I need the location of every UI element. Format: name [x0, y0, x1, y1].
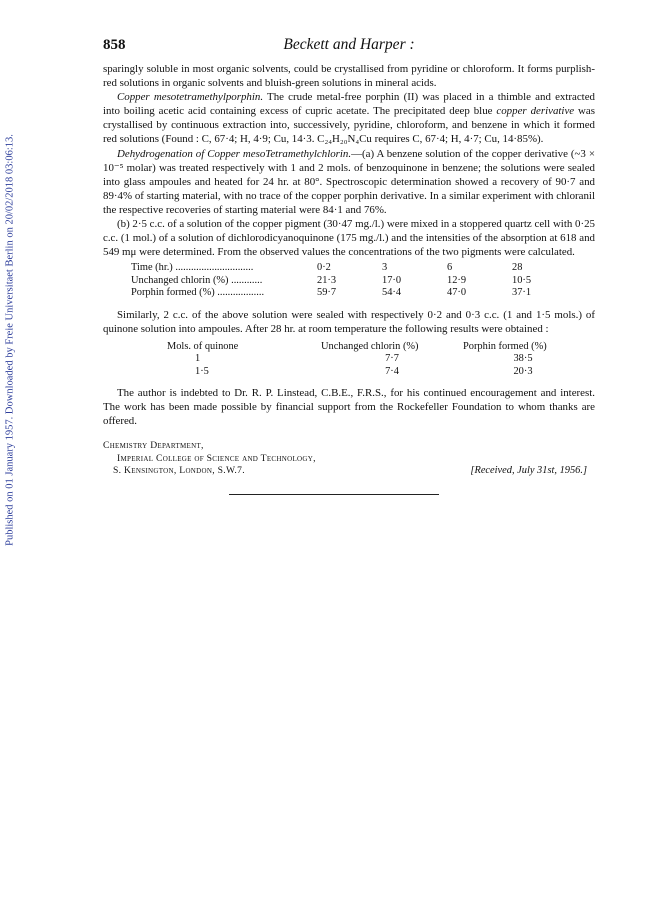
paragraph-copper-porphin: Copper mesotetramethylporphin. The crude metal-free porphin (II) was placed in a thimble and extracted into boiling acetic acid containing excess of cupric acetate. The precipitated deep blue copper derivative was crystallised by continuous extraction into, successively, pyridine, chloroform, and benzene in which it formed red solutions (Found : C, 67·4; H, 4·9; Cu, 14·3. C₂₄H₂₀N₄Cu requires C, 67·4; H, 4·7; Cu, 14·85%).	[103, 91, 595, 146]
column-header: Porphin formed (%)	[463, 340, 547, 352]
table-cell: 1·5	[195, 365, 209, 377]
table-cell: 7·4	[385, 365, 399, 377]
table-row	[131, 287, 577, 299]
table-cell: 10·5	[512, 274, 532, 286]
table-cell: 1	[195, 353, 201, 365]
section-heading: Copper mesotetramethylporphin.	[117, 91, 264, 104]
paragraph-dehydrogenation: Dehydrogenation of Copper mesoTetramethylchlorin.—(a) A benzene solution of the copper derivative (~3 × 10⁻⁵ molar) was treated respectively with 1 and 2 mols. of benzoquinone in benzene; the solutions were sealed into glass ampoules and heated for 24 hr. at 80°. Spectroscopic determination showed a recovery of 90·7 and 89·4% of starting material, with no trace of the copper porphin derivative. In a similar experiment with chloranil the respective recoveries of starting material were 84·1 and 76%.	[103, 147, 595, 216]
paragraph-b: (b) 2·5 c.c. of a solution of the copper pigment (30·47 mg./l.) were mixed in a stoppered quartz cell with 0·25 c.c. (1 mol.) of a solution of dichlorodicyanoquinone (175 mg./l.) and the intensities of the absorption at 618 and 549 mμ were determined. From the observed values the concentrations of the two pigments were calculated.	[103, 218, 595, 259]
table-row	[167, 353, 583, 365]
row-label: Porphin formed (%) ..................	[131, 287, 265, 299]
table-cell: 3	[382, 262, 388, 274]
address-line: Imperial College of Science and Technology,	[117, 452, 316, 464]
page-number: 858	[103, 37, 126, 53]
column-header: Unchanged chlorin (%)	[321, 340, 419, 352]
table-cell: 7·7	[385, 353, 399, 365]
table-cell: 38·5	[513, 353, 533, 365]
running-title: Beckett and Harper :	[283, 36, 415, 53]
address-line: S. Kensington, London, S.W.7.	[113, 465, 245, 477]
paragraph-similarly: Similarly, 2 c.c. of the above solution were sealed with respectively 0·2 and 0·3 c.c. (1 and 1·5 mols.) of quinone solution into ampoules. After 28 hr. at room temperature the following results were obtained :	[103, 308, 595, 335]
table-cell: 20·3	[513, 365, 533, 377]
row-label: Time (hr.) ..............................	[131, 262, 254, 274]
table-cell: 17·0	[382, 274, 402, 286]
table-cell: 28	[512, 262, 523, 274]
results-table-1	[131, 262, 577, 299]
acknowledgement: The author is indebted to Dr. R. P. Linstead, C.B.E., F.R.S., for his continued encouragement and interest. The work has been made possible by financial support from the Rockefeller Foundation to whom thanks are offered.	[103, 386, 595, 428]
page-header	[103, 38, 595, 58]
table-cell: 0·2	[317, 262, 331, 274]
end-rule	[229, 494, 439, 495]
section-heading: Dehydrogenation of Copper mesoTetramethylchlorin.	[117, 147, 352, 160]
table-row	[167, 366, 583, 378]
row-label: Unchanged chlorin (%) ............	[131, 274, 263, 286]
address-line: Chemistry Department,	[103, 440, 204, 452]
table-cell: 59·7	[317, 287, 337, 299]
article-page	[103, 38, 595, 495]
author-address	[103, 440, 595, 478]
table-row	[131, 262, 577, 274]
table-cell: 6	[447, 262, 453, 274]
table-cell: 54·4	[382, 287, 402, 299]
table-cell: 37·1	[512, 287, 532, 299]
column-header: Mols. of quinone	[167, 340, 239, 352]
paragraph-1: sparingly soluble in most organic solvents, could be crystallised from pyridine or chloroform. It forms purplish-red solutions in organic solvents and bluish-green solutions in mineral acids.	[103, 63, 595, 90]
table-row	[131, 275, 577, 287]
download-watermark	[3, 40, 17, 600]
table-cell: 12·9	[447, 274, 467, 286]
download-notice: Published on 01 January 1957. Downloaded by Freie Universitaet Berlin on 20/02/2018 03:06:13.	[4, 134, 16, 546]
received-date: [Received, July 31st, 1956.]	[470, 465, 587, 477]
table-cell: 21·3	[317, 274, 337, 286]
table-cell: 47·0	[447, 287, 467, 299]
results-table-2	[167, 341, 583, 378]
